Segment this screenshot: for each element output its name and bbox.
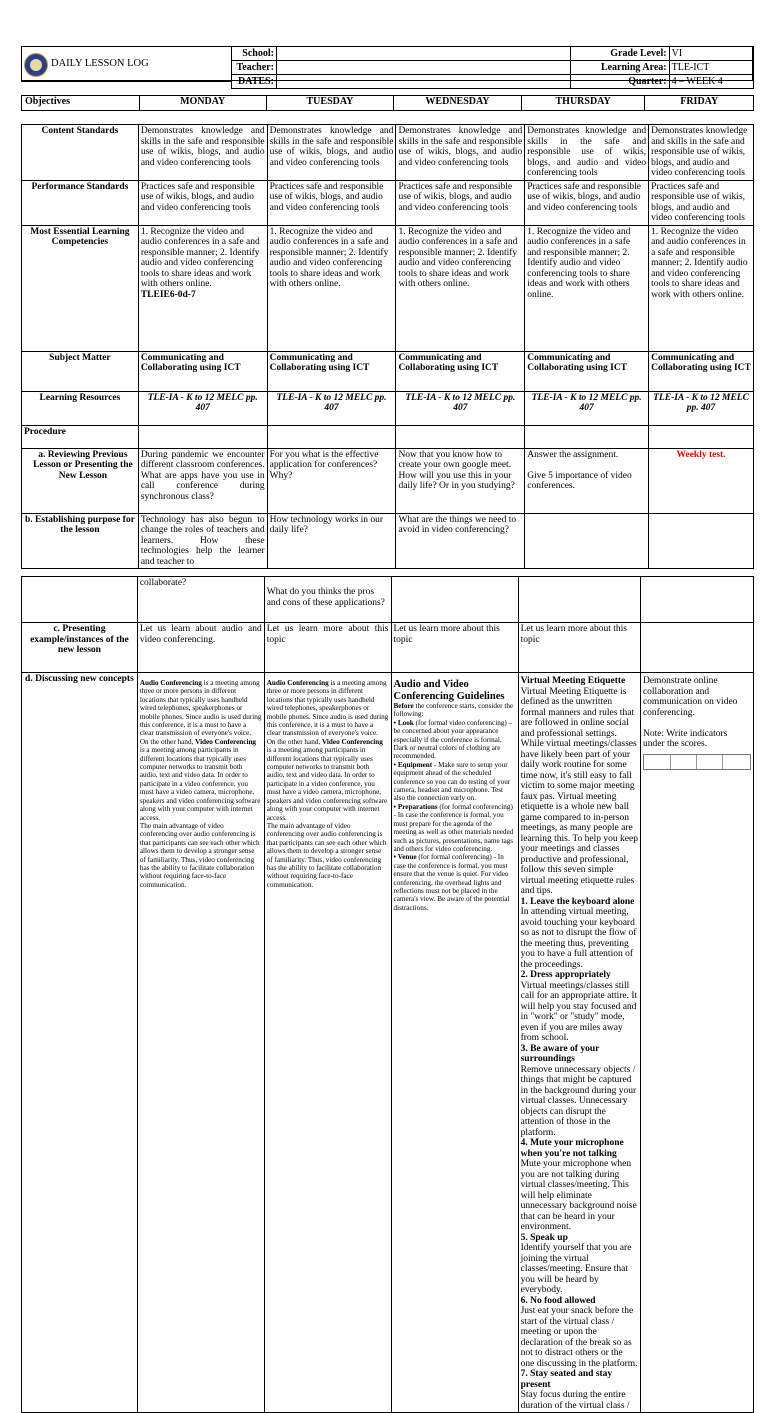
col-wednesday: WEDNESDAY xyxy=(394,96,522,111)
learning-resources-label: Learning Resources xyxy=(22,391,139,425)
col-thursday: THURSDAY xyxy=(521,96,645,111)
purpose-label: b. Establishing purpose for the lesson xyxy=(22,513,139,569)
row-procedure xyxy=(22,425,754,448)
discussing-mon: Audio Conferencing is a meeting among three or more persons in different locations that typically uses handheld wired telephones, speakerphones or mobile phones. Since audio is used during this conference, it is a must to have a clear transmission of everyone's voice. On the other hand, Video Conferencing is a meeting among participants in different locations that typically uses computer networks to transmit both audio, text and video data. In order to participate in a video conference, you must have a video camera, microphone, speakers and video conferencing software along with your computer with internet access. The main advantage of video conferencing over audio conferencing is that participants can see each other which allows them to develop a stronger sense of familiarity. Thus, video conferencing has the ability to facilitate collaboration without requiring face-to-face communication. xyxy=(137,673,264,1413)
row-performance-standards xyxy=(22,180,754,225)
audio-conf-title: Audio Conferencing xyxy=(139,679,202,687)
content-standards-fri: Demonstrates knowledge and skills in the safe and responsible use of wikis, blogs, and audio and video conferencing tools xyxy=(649,125,754,181)
melc-tue: 1. Recognize the video and audio conferences in a safe and responsible manner; 2. Identify audio and video conferencing tools to share ideas and work with others online. xyxy=(267,225,396,351)
etiquette-title: Virtual Meeting Etiquette xyxy=(520,676,626,686)
review-fri: Weekly test. xyxy=(649,448,754,513)
video-conf-advantage: The main advantage of video conferencing over audio conferencing is that participants can see each other which allows them to develop a stronger sense of familiarity. Thus, video conferencing has the ability to facilitate collaboration without requiring face-to-face communication. xyxy=(139,821,260,889)
subject-matter-mon: Communicating and Collaborating using ICT xyxy=(138,351,267,391)
content-standards-tue: Demonstrates knowledge and skills in the safe and responsible use of wikis, blogs, and audio and video conferencing tools xyxy=(267,125,396,181)
melc-mon-text: 1. Recognize the video and audio conferences in a safe and responsible manner; 2. Identify audio and video conferencing tools to share ideas and work with others online. xyxy=(140,226,260,289)
row-purpose-cont xyxy=(22,577,754,623)
purpose-tue-cont: What do you thinks the pros and cons of these applications? xyxy=(264,577,391,623)
score-table-thumbnail xyxy=(643,754,751,770)
melc-wed: 1. Recognize the video and audio conferences in a safe and responsible manner; 2. Identify audio and video conferencing tools to share ideas and work with others online. xyxy=(396,225,525,351)
dates-value xyxy=(276,75,570,89)
audio-conf-text: is a meeting among three or more persons in different locations that typically uses handheld wired telephones, speakerphones or mobile phones. Since audio is used during this conference, it is a must to have a clear transmission of everyone's voice. xyxy=(139,679,262,738)
performance-standards-wed: Practices safe and responsible use of wikis, blogs, and audio and video conferencing tools xyxy=(396,180,525,225)
performance-standards-fri: Practices safe and responsible use of wikis, blogs, and audio and video conferencing tools xyxy=(649,180,754,225)
row-discussing xyxy=(22,673,754,1413)
document-title: DAILY LESSON LOG xyxy=(51,58,149,69)
row-learning-resources xyxy=(22,391,754,425)
discussing-label: d. Discussing new concepts xyxy=(22,673,138,1413)
purpose-mon-cont: collaborate? xyxy=(137,577,264,623)
learning-resources-wed: TLE-IA - K to 12 MELC pp. 407 xyxy=(396,391,525,425)
friday-activity: Demonstrate online collaboration and communication on video conferencing. xyxy=(642,676,738,718)
learning-resources-mon: TLE-IA - K to 12 MELC pp. 407 xyxy=(138,391,267,425)
row-subject-matter xyxy=(22,351,754,391)
quarter-label: Quarter: xyxy=(571,75,669,89)
lesson-table xyxy=(21,124,754,569)
presenting-mon: Let us learn about audio and video conferencing. xyxy=(137,623,264,673)
content-standards-thu: Demonstrates knowledge and skills in the safe and responsible use of wikis, blogs, and audio and video conferencing tools xyxy=(525,125,649,181)
discussing-tue: Audio Conferencing is a meeting among three or more persons in different locations that typically uses handheld wired telephones, speakerphones or mobile phones. Since audio is used during this conference, it is a must to have a clear transmission of everyone's voice. On the other hand, Video Conferencing is a meeting among participants in different locations that typically uses computer networks to transmit both audio, text and video data. In order to participate in a video conference, you must have a video camera, microphone, speakers and video conferencing software along with your computer with internet access. The main advantage of video conferencing over audio conferencing is that participants can see each other which allows them to develop a stronger sense of familiarity. Thus, video conferencing has the ability to facilitate collaboration without requiring face-to-face communication. xyxy=(264,673,391,1413)
review-mon: During pandemic we encounter different classroom conferences. What are apps have you use in call conference during synchronous class? xyxy=(138,448,267,513)
row-review xyxy=(22,448,754,513)
subject-matter-thu: Communicating and Collaborating using ICT xyxy=(525,351,649,391)
performance-standards-tue: Practices safe and responsible use of wikis, blogs, and audio and video conferencing tools xyxy=(267,180,396,225)
school-label: School: xyxy=(232,47,277,61)
row-purpose xyxy=(22,513,754,569)
col-tuesday: TUESDAY xyxy=(266,96,393,111)
performance-standards-mon: Practices safe and responsible use of wikis, blogs, and audio and video conferencing tools xyxy=(138,180,267,225)
teacher-label: Teacher: xyxy=(232,61,277,75)
subject-matter-label: Subject Matter xyxy=(22,351,139,391)
presenting-wed: Let us learn more about this topic xyxy=(391,623,518,673)
performance-standards-thu: Practices safe and responsible use of wikis, blogs, and audio and video conferencing tools xyxy=(525,180,649,225)
discussing-fri xyxy=(640,673,753,1413)
subject-matter-tue: Communicating and Collaborating using ICT xyxy=(267,351,396,391)
video-conf-text: is a meeting among participants in different locations that typically uses computer networks to transmit both audio, text and video data. In order to participate in a video conference, you must have a video camera, microphone, speakers and video conferencing software along with your computer with internet access. xyxy=(139,746,261,822)
friday-note: Note: Write indicators under the scores. xyxy=(642,728,728,749)
melc-mon xyxy=(138,225,267,351)
subject-matter-wed: Communicating and Collaborating using ICT xyxy=(396,351,525,391)
learning-resources-tue: TLE-IA - K to 12 MELC pp. 407 xyxy=(267,391,396,425)
melc-code: TLEIE6-0d-7 xyxy=(140,289,196,300)
header-fields xyxy=(231,46,754,89)
procedure-label: Procedure xyxy=(22,425,139,448)
col-friday: FRIDAY xyxy=(645,96,754,111)
learning-resources-fri: TLE-IA - K to 12 MELC pp. 407 xyxy=(649,391,754,425)
school-value xyxy=(276,47,570,61)
content-standards-mon: Demonstrates knowledge and skills in the safe and responsible use of wikis, blogs, and audio and video conferencing tools xyxy=(138,125,267,181)
review-thu xyxy=(525,448,649,513)
row-content-standards xyxy=(22,125,754,181)
col-monday: MONDAY xyxy=(139,96,266,111)
purpose-mon: Technology has also begun to change the roles of teachers and learners. How these technologies help the learner and teacher to xyxy=(138,513,267,569)
melc-thu: 1. Recognize the video and audio conferences in a safe and responsible manner; 2. Identify audio and video conferencing tools to share ideas and work with others online. xyxy=(525,225,649,351)
discussing-thu: Virtual Meeting Etiquette Virtual Meeting Etiquette is defined as the unwritten formal manners and rules that are followed in online social and professional settings. While virtual meetings/classes have likely been part of your daily work routine for some time now, it's still easy to fall victim to some major meeting faux pas. Virtual meeting etiquette is a whole new ball game compared to in-person meetings, as many people are learning this. To help you keep your meetings and classes productive and professional, follow this seven simple virtual meeting etiquette rules and tips. 1. Leave the keyboard alone In attending virtual meeting, avoid touching your keyboard so as not to disrupt the flow of the meeting thus, preventing you to have a full attention of the proceedings. 2. Dress appropriately Virtual meetings/classes still call for an appropriate attire. It will help you stay focused and in "work" or "study" mode, even if you are miles away from school. 3. Be aware of your surroundings Remove unnecessary objects / things that might be captured in the background during your virtual classes. Unnecessary objects can disrupt the attention of those in the platform. 4. Mute your microphone when you're not talking Mute your microphone when you are not talking during virtual classes/meeting. This will help eliminate unnecessary background noise that can be heard in your environment. 5. Speak up Identify yourself that you are joining the virtual classes/meeting. Ensure that you will be heard by everybody. 6. No food allowed Just eat your snack before the start of the virtual class / meeting or upon the declaration of the break so as not to distract others or the one discussing in the platform. 7. Stay seated and stay present Stay focus during the entire duration of the virtual class / xyxy=(518,673,640,1413)
area-label: Learning Area: xyxy=(571,61,669,75)
content-standards-wed: Demonstrates knowledge and skills in the safe and responsible use of wikis, blogs, and audio and video conferencing tools xyxy=(396,125,525,181)
learning-resources-thu: TLE-IA - K to 12 MELC pp. 407 xyxy=(525,391,649,425)
review-thu-line1: Answer the assignment. xyxy=(527,449,619,460)
row-presenting xyxy=(22,623,754,673)
review-thu-line2: Give 5 importance of video conferences. xyxy=(527,470,632,491)
days-header xyxy=(21,95,754,111)
melc-fri: 1. Recognize the video and audio conferences in a safe and responsible manner; 2. Identify audio and video conferencing tools to share ideas and work with others online. xyxy=(649,225,754,351)
content-standards-label: Content Standards xyxy=(22,125,139,181)
performance-standards-label: Performance Standards xyxy=(22,180,139,225)
melc-label: Most Essential Learning Competencies xyxy=(22,225,139,351)
col-objectives: Objectives xyxy=(22,96,140,111)
review-label: a. Reviewing Previous Lesson or Presenting the New Lesson xyxy=(22,448,139,513)
guidelines-title: Audio and Video Conferencing Guidelines xyxy=(393,679,505,702)
row-melc xyxy=(22,225,754,351)
quarter-value: 4 – WEEK 4 xyxy=(669,75,753,89)
video-conf-title: Video Conferencing xyxy=(195,737,257,746)
discussing-wed: Audio and Video Conferencing Guidelines Before the conference starts, consider the following: • Look (for formal video conferencing) – be concerned about your appearance especially if the conference is formal. Dark or neutral colors of clothing are recommended. • Equipment - Make sure to setup your equipment ahead of the scheduled conference so you can do testing of your camera, headset and microphone. Test also the connection early on. • Preparations (for formal conferencing) - In case the conference is formal, you must prepare for the agenda of the meeting as well as other materials needed such as pictures, presentations, name tags and others for video conferencing. • Venue (for formal conferencing) - In case the conference is formal, you must ensure that the venue is quiet. For video conferencing, the overhead lights and reflections must not be placed in the camera's view. Be aware of the potential distractions. xyxy=(391,673,518,1413)
presenting-tue: Let us learn more about this topic xyxy=(264,623,391,673)
teacher-value xyxy=(276,61,570,75)
purpose-wed: What are the things we need to avoid in video conferencing? xyxy=(396,513,525,569)
presenting-thu: Let us learn more about this topic xyxy=(518,623,640,673)
review-tue: For you what is the effective application for conferences? Why? xyxy=(267,448,396,513)
review-wed: Now that you know how to create your own google meet. How will you use this in your daily life? Or in you studying? xyxy=(396,448,525,513)
grade-label: Grade Level: xyxy=(571,47,669,61)
purpose-tue: How technology works in our daily life? xyxy=(267,513,396,569)
dates-label: DATES: xyxy=(232,75,277,89)
area-value: TLE-ICT xyxy=(669,61,753,75)
subject-matter-fri: Communicating and Collaborating using ICT xyxy=(649,351,754,391)
presenting-label: c. Presenting example/instances of the new lesson xyxy=(22,623,138,673)
lesson-table-continued xyxy=(21,576,754,1413)
grade-value: VI xyxy=(669,47,753,61)
